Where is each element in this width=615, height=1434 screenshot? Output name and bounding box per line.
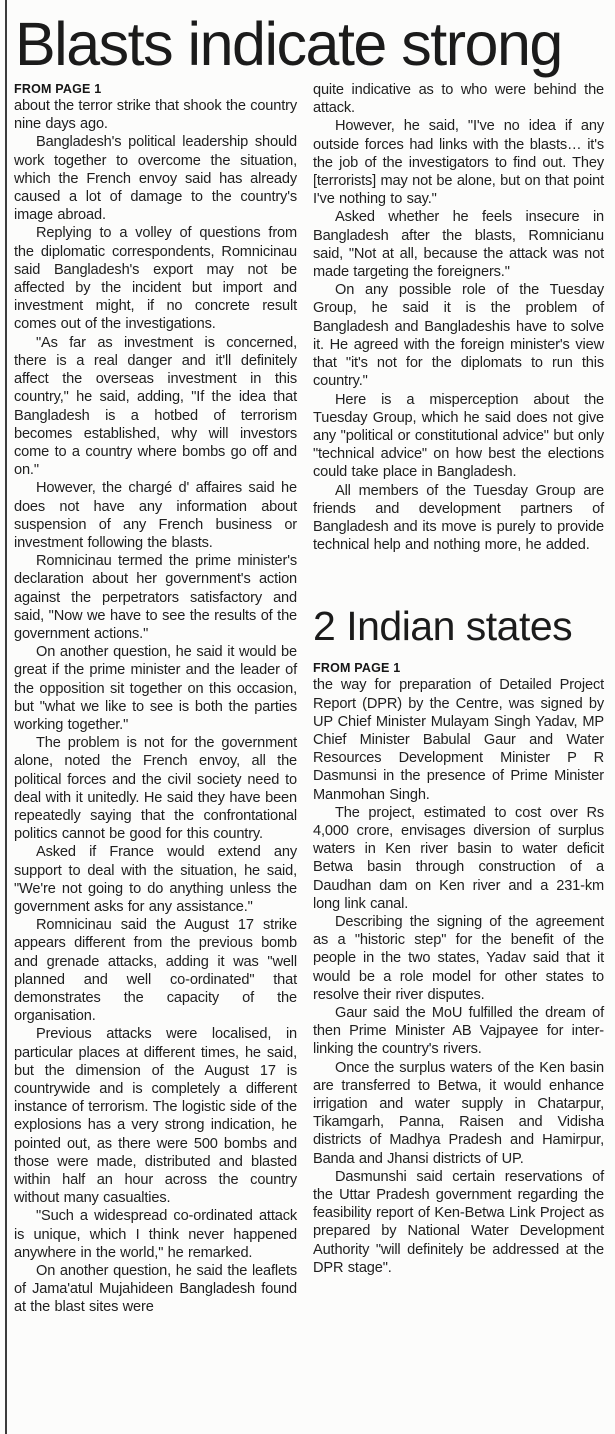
news-paragraph: The project, estimated to cost over Rs 4,000 crore, envisages diversion of surplus waters in Ken river basin to water deficit Betwa basin through construction of a Daudhan dam on Ken river and a 231-km long link canal. bbox=[313, 804, 604, 912]
news-paragraph: "Such a widespread co-ordinated attack is unique, which I think never happened anywhere in the world," he remarked. bbox=[14, 1208, 297, 1261]
news-paragraph: "As far as investment is concerned, there is a real danger and it'll definitely affect the overseas investment in this country," he said, adding, "If the idea that Bangladesh is a hotbed of terrorism becomes established, why will investors come to a country where bombs go off and on." bbox=[14, 334, 297, 479]
news-paragraph: Replying to a volley of questions from the diplomatic correspondents, Romnicinau said Bangladesh's export may not be affected by the incident but import and investment might, if no concrete result comes out of the investigations. bbox=[14, 225, 297, 333]
news-paragraph: All members of the Tuesday Group are friends and development partners of Bangladesh and its move is purely to provide technical help and nothing more, he added. bbox=[313, 482, 604, 554]
news-paragraph: However, he said, "I've no idea if any outside forces had links with the blasts… it's the job of the investigators to find out. They [terrorists] may not be alone, but on that point I've nothing to say." bbox=[313, 118, 604, 208]
news-paragraph: On any possible role of the Tuesday Group, he said it is the problem of Bangladesh and Bangladeshis have to solve it. He agreed with the foreign minister's view that "it's not for the diplomats to run this country." bbox=[313, 282, 604, 390]
news-paragraph: On another question, he said it would be great if the prime minister and the leader of the opposition sit together on this occasion, but "what we like to see is both the parties working together." bbox=[14, 644, 297, 733]
article-columns bbox=[14, 80, 604, 1317]
news-paragraph: quite indicative as to who were behind the attack. bbox=[313, 82, 604, 117]
news-paragraph: Gaur said the MoU fulfilled the dream of then Prime Minister AB Vajpayee for inter-linking the country's rivers. bbox=[313, 1004, 604, 1058]
news-paragraph: Here is a misperception about the Tuesday Group, which he said does not give any "political or constitutional advice" but only "technical advice" on how best the elections could take place in Bangladesh. bbox=[313, 391, 604, 481]
article1-left-paragraphs bbox=[14, 97, 297, 1317]
news-paragraph: The problem is not for the government alone, noted the French envoy, all the political forces and the civil society need to deal with it unitedly. He said they have been repeatedly saying that the confrontational politics cannot be good for this country. bbox=[14, 735, 297, 843]
news-paragraph: Romnicinau said the August 17 strike appears different from the previous bomb and grenade attacks, adding it was "well planned and well co-ordinated" that demonstrates the capacity of the organisation. bbox=[14, 917, 297, 1025]
right-column bbox=[313, 80, 604, 1277]
article1-from-page-label: FROM PAGE 1 bbox=[14, 82, 102, 97]
article2-paragraphs bbox=[313, 676, 604, 1277]
news-paragraph: Asked whether he feels insecure in Bangladesh after the blasts, Romnicianu said, "Not at all, because the attack was not made targeting the foreigners." bbox=[313, 209, 604, 281]
news-paragraph: about the terror strike that shook the country nine days ago. bbox=[14, 98, 297, 133]
article1-left-column bbox=[14, 80, 297, 1317]
news-paragraph: Bangladesh's political leadership should work together to overcome the situation, which the French envoy said has already caused a lot of damage to the country's image abroad. bbox=[14, 134, 297, 224]
news-paragraph: Romnicinau termed the prime minister's declaration about her government's action against the perpetrators satisfactory and said, "Now we have to see the results of the government actions." bbox=[14, 553, 297, 642]
news-paragraph: Describing the signing of the agreement as a "historic step" for the benefit of the people in the two states, Yadav said that it would be a role model for other states to resolve their river disputes. bbox=[313, 913, 604, 1003]
news-paragraph: Once the surplus waters of the Ken basin are transferred to Betwa, it would enhance irrigation and water supply in Chatarpur, Tikamgarh, Panna, Raisen and Vidisha districts of Madhya Pradesh and Hamirpur, Banda and Jhansi districts of UP. bbox=[313, 1059, 604, 1167]
column-rule-left bbox=[5, 0, 7, 1434]
article2-from-page-label: FROM PAGE 1 bbox=[313, 661, 401, 676]
news-paragraph: the way for preparation of Detailed Project Report (DPR) by the Centre, was signed by UP Chief Minister Mulayam Singh Yadav, MP Chief Minister Babulal Gaur and Water Resources Development Minister P R Dasmunsi in the presence of Prime Minister Manmohan Singh. bbox=[313, 677, 604, 803]
page-content bbox=[14, 0, 604, 1317]
article2-headline: 2 Indian states bbox=[313, 603, 573, 650]
news-paragraph: On another question, he said the leaflets of Jama'atul Mujahideen Bangladesh found at the blast sites were bbox=[14, 1263, 297, 1316]
news-paragraph: Previous attacks were localised, in particular places at different times, he said, but the dimension of the August 17 is countrywide and is completely a different instance of terrorism. The logistic side of the explosions has a very strong indication, he pointed out, as there were 500 bombs and those were made, distributed and blasted within half an hour across the country without many casualties. bbox=[14, 1026, 297, 1207]
news-paragraph: Asked if France would extend any support to deal with the situation, he said, "We're not going to do anything unless the government asks for any assistance." bbox=[14, 844, 297, 915]
article1-headline: Blasts indicate strong bbox=[15, 10, 562, 78]
news-paragraph: However, the chargé d' affaires said he does not have any information about suspension of any French business or investment following the blasts. bbox=[14, 480, 297, 551]
article1-right-paragraphs bbox=[313, 81, 604, 554]
news-paragraph: Dasmunshi said certain reservations of the Uttar Pradesh government regarding the feasibility report of Ken-Betwa Link Project as prepared by National Water Development Authority "will definitely be addressed at the DPR stage". bbox=[313, 1168, 604, 1276]
